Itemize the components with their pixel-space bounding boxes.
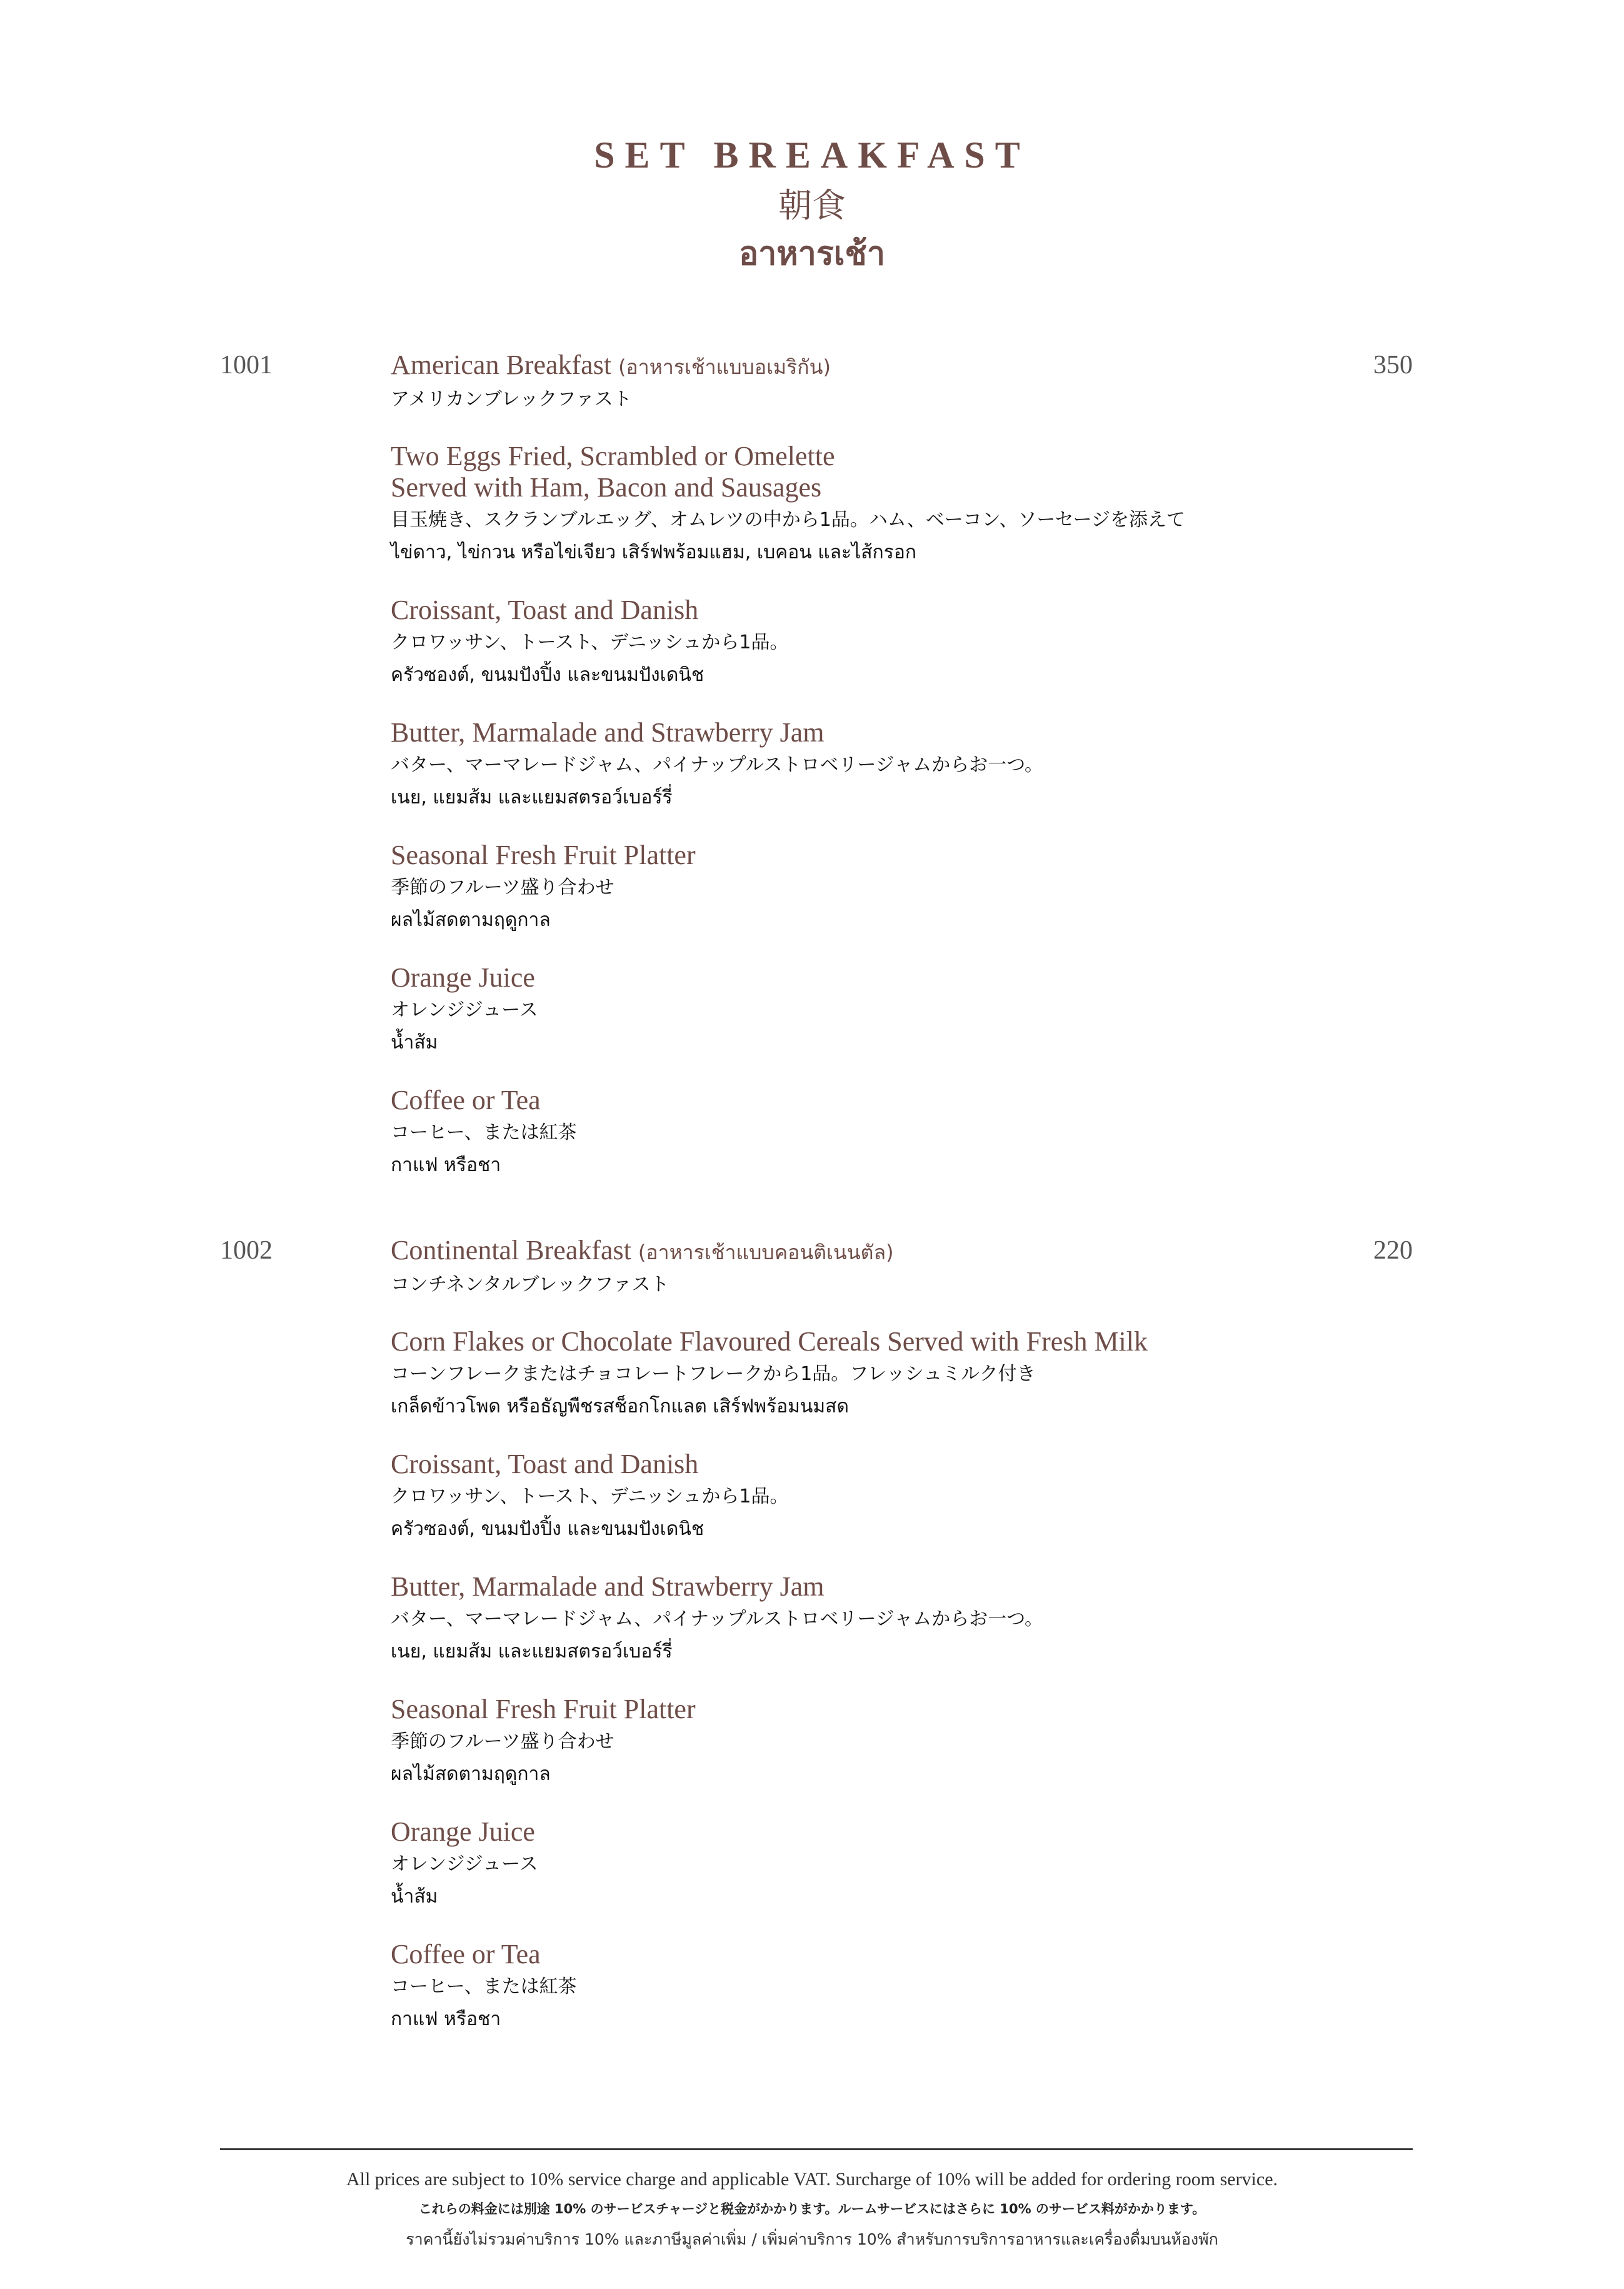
component-juice: [391, 962, 1353, 1059]
item-title: [391, 1233, 1353, 1270]
component-name: Butter, Marmalade and Strawberry Jam: [391, 1571, 825, 1602]
component-name-line2: Served with Ham, Bacon and Sausages: [391, 472, 822, 503]
item-code: 1001: [220, 351, 273, 380]
footer-note-japanese: これらの料金には別途 10% のサービスチャージと税金がかかります。ルームサービスにはさらに 10% のサービス料がかかります。: [418, 2201, 1206, 2216]
component-thai: น้ำส้ม: [391, 1032, 438, 1054]
component-japanese: コーンフレークまたはチョコレートフレークから1品。フレッシュミルク付き: [391, 1363, 1036, 1385]
item-body: [391, 1233, 1353, 2035]
item-name: American Breakfast: [391, 350, 612, 380]
component-thai: กาแฟ หรือชา: [391, 2008, 501, 2030]
component-fruit: [391, 1694, 1353, 1790]
component-name: Seasonal Fresh Fruit Platter: [391, 840, 696, 870]
component-thai: น้ำส้ม: [391, 1886, 438, 1908]
component-japanese: クロワッサン、トースト、デニッシュから1品。: [391, 631, 789, 653]
component-eggs: [391, 441, 1353, 568]
page-title: SET BREAKFAST: [594, 134, 1030, 176]
component-name: Butter, Marmalade and Strawberry Jam: [391, 717, 825, 748]
component-spreads: [391, 717, 1353, 813]
menu-header: [0, 130, 1624, 278]
component-thai: เกล็ดข้าวโพด หรือธัญพืชรสช็อกโกแลต เสิร์ฟพร้อมนมสด: [391, 1396, 849, 1417]
component-thai: ผลไม้สดตามฤดูกาล: [391, 909, 551, 931]
component-name: Orange Juice: [391, 962, 535, 993]
footer-note-english: All prices are subject to 10% service charge and applicable VAT. Surcharge of 10% will be added for ordering room service.: [346, 2169, 1278, 2190]
component-thai: กาแฟ หรือชา: [391, 1154, 501, 1176]
item-title: [391, 348, 1353, 385]
component-name: Two Eggs Fried, Scrambled or Omelette: [391, 441, 835, 471]
page-title-thai: อาหารเช้า: [738, 235, 886, 273]
component-japanese: 季節のフルーツ盛り合わせ: [391, 1731, 614, 1753]
footer-divider: [220, 2148, 1413, 2150]
item-name: Continental Breakfast: [391, 1235, 631, 1265]
component-japanese: バター、マーマレードジャム、パイナップルストロベリージャムからお一つ。: [391, 754, 1043, 776]
item-name-thai: (อาหารเช้าแบบอเมริกัน): [618, 355, 831, 379]
page-title-japanese: 朝食: [778, 186, 846, 225]
component-japanese: バター、マーマレードジャム、パイナップルストロベリージャムからお一つ。: [391, 1608, 1043, 1630]
component-japanese: オレンジジュース: [391, 1853, 538, 1875]
component-japanese: 季節のフルーツ盛り合わせ: [391, 877, 614, 898]
component-name: Orange Juice: [391, 1816, 535, 1847]
item-name-thai: (อาหารเช้าแบบคอนติเนนตัล): [638, 1240, 894, 1264]
footer-notes: [0, 2165, 1624, 2256]
component-beverage: [391, 1085, 1353, 1181]
component-thai: เนย, แยมส้ม และแยมสตรอว์เบอร์รี่: [391, 1641, 673, 1663]
component-name: Coffee or Tea: [391, 1085, 541, 1115]
footer-note-thai: ราคานี้ยังไม่รวมค่าบริการ 10% และภาษีมูลค่าเพิ่ม / เพิ่มค่าบริการ 10% สำหรับการบริการอาหารและเครื่องดื่มบนห้องพัก: [406, 2230, 1218, 2248]
component-beverage: [391, 1939, 1353, 2035]
item-body: [391, 348, 1353, 1181]
component-bread: [391, 1449, 1353, 1545]
component-fruit: [391, 840, 1353, 936]
item-name-japanese: コンチネンタルブレックファスト: [391, 1274, 669, 1295]
component-bread: [391, 595, 1353, 691]
component-thai: ครัวซองต์, ขนมปังปิ้ง และขนมปังเดนิช: [391, 1518, 704, 1540]
component-thai: ไข่ดาว, ไข่กวน หรือไข่เจียว เสิร์ฟพร้อมแฮม, เบคอน และไส้กรอก: [391, 541, 916, 563]
component-japanese: コーヒー、または紅茶: [391, 1122, 577, 1144]
component-juice: [391, 1816, 1353, 1913]
component-thai: ผลไม้สดตามฤดูกาล: [391, 1763, 551, 1785]
component-name: Seasonal Fresh Fruit Platter: [391, 1694, 696, 1724]
item-price: 220: [1373, 1236, 1413, 1265]
component-name: Corn Flakes or Chocolate Flavoured Cereals Served with Fresh Milk: [391, 1326, 1148, 1357]
component-japanese: オレンジジュース: [391, 999, 538, 1021]
component-japanese: クロワッサン、トースト、デニッシュから1品。: [391, 1486, 789, 1507]
component-japanese: コーヒー、または紅茶: [391, 1976, 577, 1998]
component-name: Croissant, Toast and Danish: [391, 1449, 699, 1479]
component-thai: ครัวซองต์, ขนมปังปิ้ง และขนมปังเดนิช: [391, 664, 704, 686]
component-name: Coffee or Tea: [391, 1939, 541, 1970]
item-name-japanese: アメリカンブレックファスト: [391, 388, 632, 410]
component-name: Croissant, Toast and Danish: [391, 595, 699, 625]
component-thai: เนย, แยมส้ม และแยมสตรอว์เบอร์รี่: [391, 787, 673, 808]
component-spreads: [391, 1571, 1353, 1668]
component-japanese: 目玉焼き、スクランブルエッグ、オムレツの中から1品。ハム、ベーコン、ソーセージを添えて: [391, 509, 1185, 531]
item-price: 350: [1373, 351, 1413, 380]
item-code: 1002: [220, 1236, 273, 1265]
component-cereal: [391, 1326, 1353, 1422]
